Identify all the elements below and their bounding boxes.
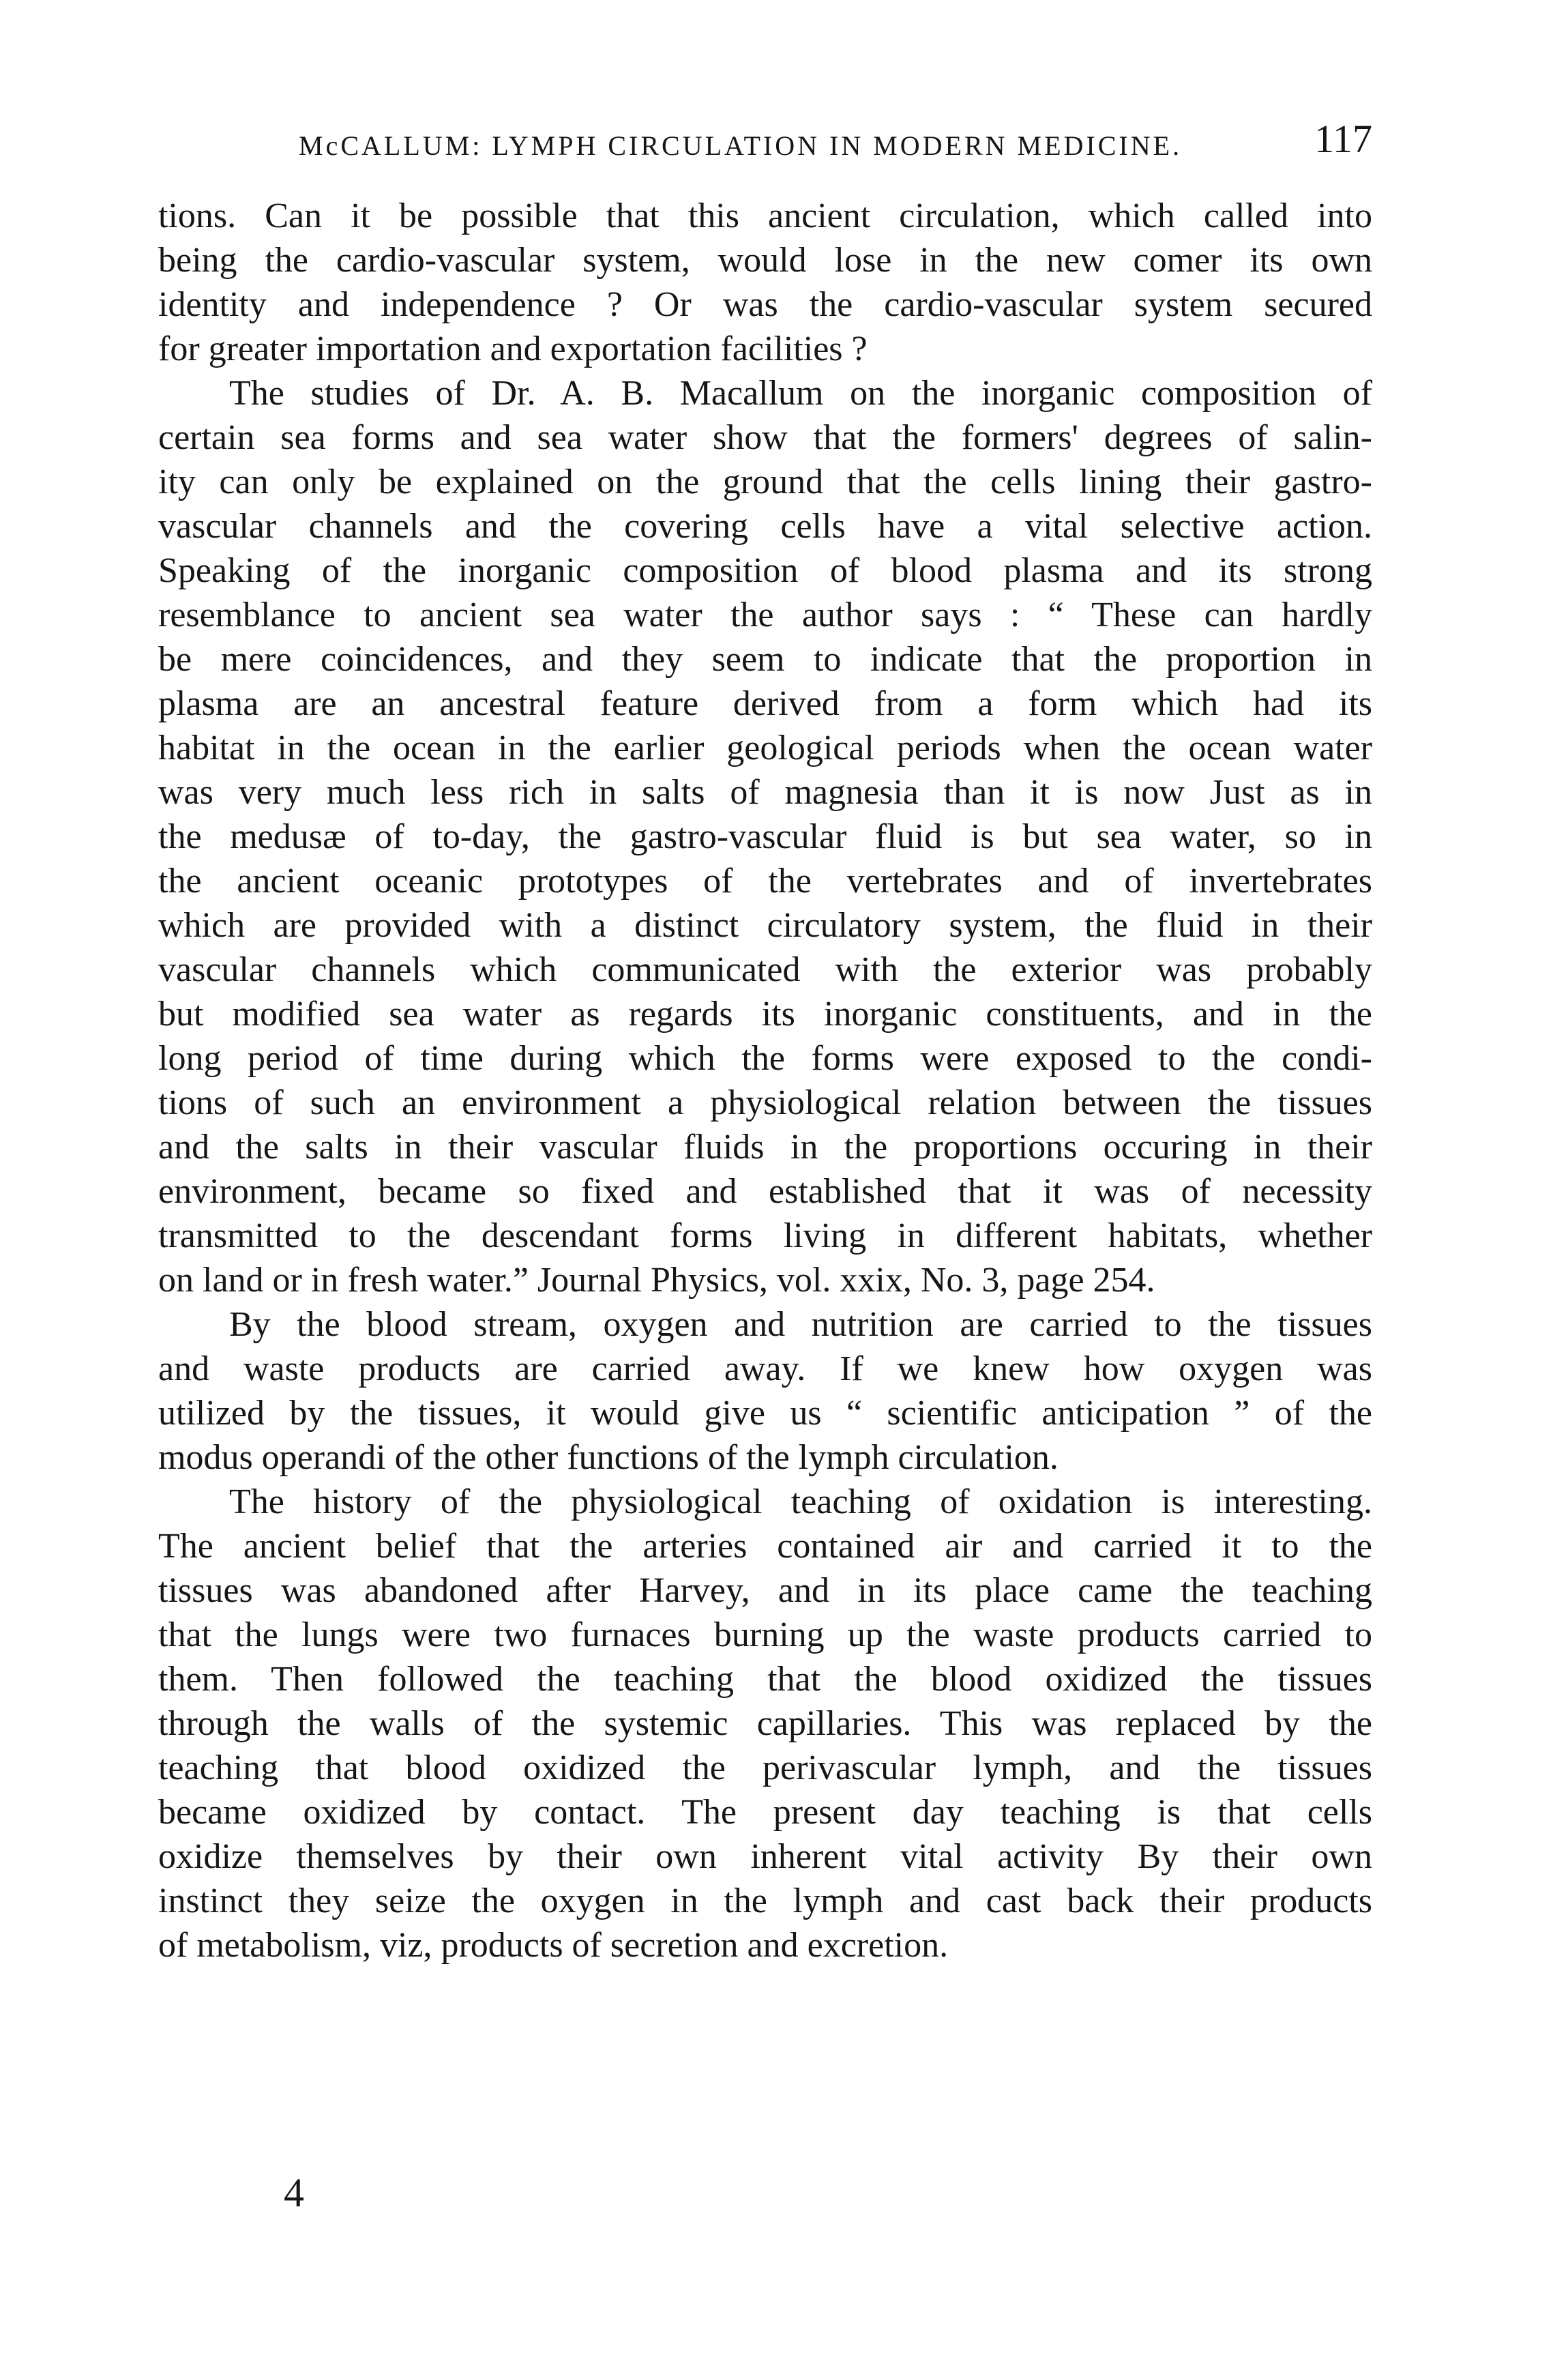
text-line: environment, became so fixed and established that it was of necessity <box>158 1172 1372 1211</box>
text-line: but modified sea water as regards its inorganic constituents, and in the <box>158 995 1372 1034</box>
running-head <box>158 116 1372 177</box>
text-line: the ancient oceanic prototypes of the vertebrates and of invertebrates <box>158 862 1372 901</box>
text-line: The studies of Dr. A. B. Macallum on the inorganic composition of <box>229 374 1372 413</box>
text-line: resemblance to ancient sea water the author says : “ These can hardly <box>158 596 1372 634</box>
text-line: being the cardio-vascular system, would lose in the new comer its own <box>158 241 1372 280</box>
text-line: which are provided with a distinct circulatory system, the fluid in their <box>158 906 1372 945</box>
text-line: certain sea forms and sea water show that the formers' degrees of salin- <box>158 418 1372 457</box>
paragraph <box>158 1480 1372 1967</box>
text-line: that the lungs were two furnaces burning up the waste products carried to <box>158 1615 1372 1654</box>
paragraph <box>158 1302 1372 1480</box>
text-line: and waste products are carried away. If we knew how oxygen was <box>158 1349 1372 1388</box>
text-line: be mere coincidences, and they seem to indicate that the proportion in <box>158 640 1372 679</box>
text-line: was very much less rich in salts of magnesia than it is now Just as in <box>158 773 1372 812</box>
text-line: ity can only be explained on the ground that the cells lining their gastro- <box>158 463 1372 501</box>
text-line: Speaking of the inorganic composition of blood plasma and its strong <box>158 551 1372 590</box>
text-line: transmitted to the descendant forms living in different habitats, whether <box>158 1216 1372 1255</box>
page-number: 117 <box>1314 117 1372 161</box>
paragraph <box>158 194 1372 371</box>
text-line: through the walls of the systemic capillaries. This was replaced by the <box>158 1704 1372 1743</box>
text-line: By the blood stream, oxygen and nutrition are carried to the tissues <box>229 1305 1372 1344</box>
text-line: and the salts in their vascular fluids in the proportions occuring in their <box>158 1128 1372 1167</box>
text-line: modus operandi of the other functions of the lymph circulation. <box>158 1438 1059 1477</box>
text-line: plasma are an ancestral feature derived from a form which had its <box>158 684 1372 723</box>
text-line: the medusæ of to-day, the gastro-vascular fluid is but sea water, so in <box>158 817 1372 856</box>
text-line: became oxidized by contact. The present day teaching is that cells <box>158 1793 1372 1832</box>
text-line: vascular channels and the covering cells have a vital selective action. <box>158 507 1372 546</box>
text-line: on land or in fresh water.” Journal Physics, vol. xxix, No. 3, page 254. <box>158 1261 1155 1300</box>
text-line: long period of time during which the forms were exposed to the condi- <box>158 1039 1372 1078</box>
text-line: The history of the physiological teaching of oxidation is interesting. <box>229 1482 1372 1521</box>
text-line: oxidize themselves by their own inherent vital activity By their own <box>158 1837 1372 1876</box>
text-line: tions of such an environment a physiological relation between the tissues <box>158 1083 1372 1122</box>
text-line: of metabolism, viz, products of secretion and excretion. <box>158 1926 949 1965</box>
text-line: for greater importation and exportation facilities ? <box>158 330 868 368</box>
text-line: vascular channels which communicated with the exterior was probably <box>158 950 1372 989</box>
paragraph <box>158 371 1372 1302</box>
text-line: tions. Can it be possible that this ancient circulation, which called into <box>158 196 1372 235</box>
text-line: identity and independence ? Or was the cardio-vascular system secured <box>158 285 1372 324</box>
text-line: teaching that blood oxidized the perivascular lymph, and the tissues <box>158 1748 1372 1787</box>
text-line: tissues was abandoned after Harvey, and in its place came the teaching <box>158 1571 1372 1610</box>
text-line: them. Then followed the teaching that the blood oxidized the tissues <box>158 1660 1372 1699</box>
text-line: The ancient belief that the arteries contained air and carried it to the <box>158 1527 1372 1566</box>
running-title: McCALLUM: LYMPH CIRCULATION IN MODERN MEDICINE. <box>299 130 1183 161</box>
signature-mark: 4 <box>284 2170 304 2215</box>
text-line: utilized by the tissues, it would give us “ scientific anticipation ” of the <box>158 1394 1372 1433</box>
body-text <box>158 194 1372 1967</box>
text-line: instinct they seize the oxygen in the lymph and cast back their products <box>158 1882 1372 1920</box>
text-line: habitat in the ocean in the earlier geological periods when the ocean water <box>158 729 1372 767</box>
